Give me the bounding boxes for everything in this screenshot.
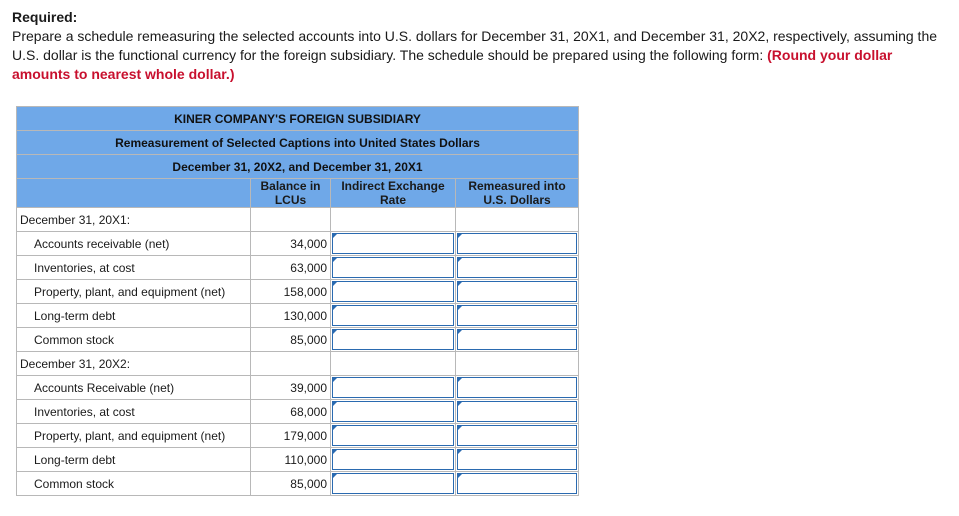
instructions-body: Prepare a schedule remeasuring the selected accounts into U.S. dollars for December 31, 20X1, and December 31, 20X2, respectively, assuming the U.S. dollar is the functional currency for the foreign subsidiary. The schedule should be prepared using the following form: [12, 28, 938, 63]
input-corner-marker-icon [457, 305, 463, 311]
exchange-rate-input[interactable] [332, 233, 454, 254]
usd-amount-input[interactable] [457, 473, 577, 494]
input-corner-marker-icon [332, 377, 338, 383]
table-row [17, 256, 579, 280]
exchange-rate-cell [331, 328, 456, 352]
balance-lcu: 85,000 [251, 328, 331, 352]
usd-amount-cell [456, 448, 579, 472]
exchange-rate-cell [331, 232, 456, 256]
account-label: Accounts receivable (net) [17, 232, 251, 256]
usd-amount-cell [456, 256, 579, 280]
section-header-row [17, 208, 579, 232]
input-corner-marker-icon [457, 329, 463, 335]
input-corner-marker-icon [457, 473, 463, 479]
usd-amount-input[interactable] [457, 401, 577, 422]
section-empty-cell [331, 352, 456, 376]
account-label: Inventories, at cost [17, 256, 251, 280]
schedule-title-dates: December 31, 20X2, and December 31, 20X1 [17, 155, 579, 179]
usd-amount-input[interactable] [457, 449, 577, 470]
section-empty-cell [251, 352, 331, 376]
exchange-rate-input[interactable] [332, 425, 454, 446]
usd-amount-cell [456, 400, 579, 424]
input-corner-marker-icon [457, 449, 463, 455]
schedule-title-company: KINER COMPANY'S FOREIGN SUBSIDIARY [17, 107, 579, 131]
account-label: Long-term debt [17, 448, 251, 472]
account-label: Common stock [17, 328, 251, 352]
exchange-rate-cell [331, 424, 456, 448]
table-row [17, 232, 579, 256]
balance-lcu: 158,000 [251, 280, 331, 304]
exchange-rate-input[interactable] [332, 473, 454, 494]
table-row [17, 424, 579, 448]
usd-amount-cell [456, 304, 579, 328]
balance-lcu: 130,000 [251, 304, 331, 328]
input-corner-marker-icon [332, 473, 338, 479]
exchange-rate-input[interactable] [332, 305, 454, 326]
column-header-balance: Balance in LCUs [251, 179, 331, 208]
exchange-rate-input[interactable] [332, 401, 454, 422]
section-empty-cell [456, 208, 579, 232]
section-header-row [17, 352, 579, 376]
exchange-rate-cell [331, 400, 456, 424]
usd-amount-input[interactable] [457, 377, 577, 398]
table-row [17, 400, 579, 424]
exchange-rate-cell [331, 472, 456, 496]
balance-lcu: 85,000 [251, 472, 331, 496]
usd-amount-input[interactable] [457, 425, 577, 446]
exchange-rate-input[interactable] [332, 257, 454, 278]
exchange-rate-input[interactable] [332, 377, 454, 398]
input-corner-marker-icon [332, 329, 338, 335]
table-row [17, 328, 579, 352]
input-corner-marker-icon [332, 305, 338, 311]
table-row [17, 304, 579, 328]
section-label: December 31, 20X1: [17, 208, 251, 232]
table-row [17, 448, 579, 472]
balance-lcu: 110,000 [251, 448, 331, 472]
input-corner-marker-icon [457, 257, 463, 263]
input-corner-marker-icon [457, 401, 463, 407]
section-empty-cell [456, 352, 579, 376]
rounding-note: (Round your dollar amounts to nearest whole dollar.) [12, 47, 893, 82]
account-label: Property, plant, and equipment (net) [17, 424, 251, 448]
balance-lcu: 68,000 [251, 400, 331, 424]
usd-amount-cell [456, 232, 579, 256]
exchange-rate-cell [331, 256, 456, 280]
input-corner-marker-icon [332, 233, 338, 239]
table-row [17, 472, 579, 496]
balance-lcu: 34,000 [251, 232, 331, 256]
header-blank [17, 179, 251, 208]
input-corner-marker-icon [332, 281, 338, 287]
usd-amount-input[interactable] [457, 281, 577, 302]
input-corner-marker-icon [457, 281, 463, 287]
exchange-rate-input[interactable] [332, 449, 454, 470]
usd-amount-input[interactable] [457, 233, 577, 254]
usd-amount-input[interactable] [457, 305, 577, 326]
column-header-rate: Indirect Exchange Rate [331, 179, 456, 208]
account-label: Common stock [17, 472, 251, 496]
table-row [17, 280, 579, 304]
usd-amount-cell [456, 328, 579, 352]
table-row [17, 376, 579, 400]
column-header-usd: Remeasured into U.S. Dollars [456, 179, 579, 208]
account-label: Accounts Receivable (net) [17, 376, 251, 400]
input-corner-marker-icon [332, 425, 338, 431]
balance-lcu: 63,000 [251, 256, 331, 280]
balance-lcu: 39,000 [251, 376, 331, 400]
input-corner-marker-icon [457, 233, 463, 239]
section-label: December 31, 20X2: [17, 352, 251, 376]
usd-amount-cell [456, 280, 579, 304]
required-heading: Required: [12, 9, 78, 25]
input-corner-marker-icon [332, 449, 338, 455]
usd-amount-input[interactable] [457, 329, 577, 350]
balance-lcu: 179,000 [251, 424, 331, 448]
exchange-rate-cell [331, 280, 456, 304]
exchange-rate-cell [331, 304, 456, 328]
exchange-rate-input[interactable] [332, 329, 454, 350]
account-label: Long-term debt [17, 304, 251, 328]
usd-amount-cell [456, 424, 579, 448]
usd-amount-input[interactable] [457, 257, 577, 278]
exchange-rate-cell [331, 448, 456, 472]
input-corner-marker-icon [332, 401, 338, 407]
usd-amount-cell [456, 472, 579, 496]
usd-amount-cell [456, 376, 579, 400]
schedule-title-description: Remeasurement of Selected Captions into United States Dollars [17, 131, 579, 155]
exchange-rate-cell [331, 376, 456, 400]
section-empty-cell [251, 208, 331, 232]
account-label: Inventories, at cost [17, 400, 251, 424]
remeasurement-schedule [16, 106, 579, 496]
section-empty-cell [331, 208, 456, 232]
input-corner-marker-icon [332, 257, 338, 263]
input-corner-marker-icon [457, 425, 463, 431]
input-corner-marker-icon [457, 377, 463, 383]
exchange-rate-input[interactable] [332, 281, 454, 302]
instructions [12, 8, 952, 84]
account-label: Property, plant, and equipment (net) [17, 280, 251, 304]
